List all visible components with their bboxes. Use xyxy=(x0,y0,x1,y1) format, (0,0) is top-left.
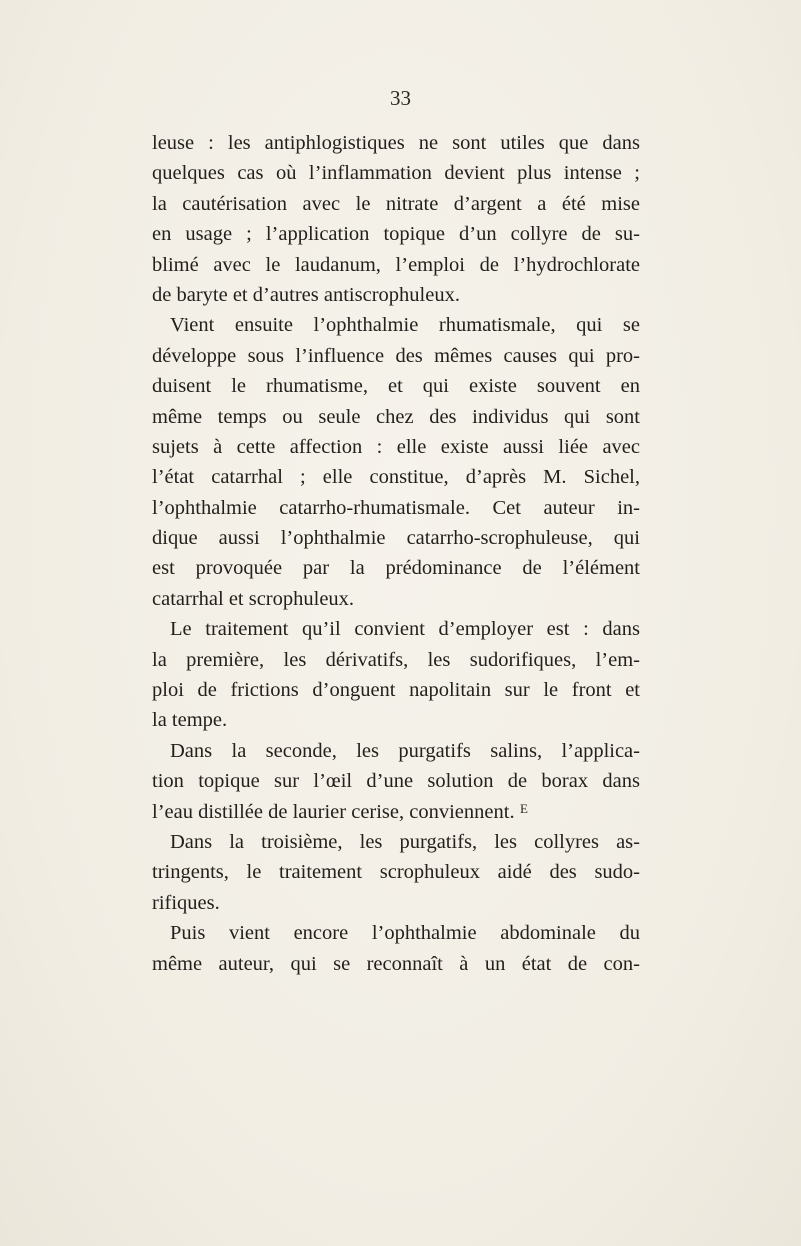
text-line: blimé avec le laudanum, l’emploi de l’hydrochlorate xyxy=(152,253,640,276)
text-line: leuse : les antiphlogistiques ne sont utiles que dans xyxy=(152,132,640,154)
text-line: même auteur, qui se reconnaît à un état de con- xyxy=(152,952,640,975)
body-text xyxy=(152,128,640,979)
text-line: duisent le rhumatisme, et qui existe souvent en xyxy=(152,375,640,398)
text-line: développe sous l’influence des mêmes causes qui pro- xyxy=(152,344,640,367)
text-line: la première, les dérivatifs, les sudorifiques, l’em- xyxy=(152,648,640,671)
text-line: Puis vient encore l’ophthalmie abdominale du xyxy=(170,922,640,945)
text-line: Le traitement qu’il convient d’employer est : dans xyxy=(170,618,640,641)
text-line: de baryte et d’autres antiscrophuleux. xyxy=(152,283,460,306)
text-line: rifiques. xyxy=(152,891,220,914)
text-line: ploi de frictions d’onguent napolitain sur le front et xyxy=(152,679,640,702)
page-number: 33 xyxy=(390,86,411,110)
text-line: l’état catarrhal ; elle constitue, d’après M. Sichel, xyxy=(152,466,640,489)
text-line: catarrhal et scrophuleux. xyxy=(152,587,355,610)
text-line: l’ophthalmie catarrho-rhumatismale. Cet auteur in- xyxy=(152,496,640,519)
text-line: tion topique sur l’œil d’une solution de borax dans xyxy=(152,770,640,793)
text-line: quelques cas où l’inflammation devient plus intense ; xyxy=(152,162,640,185)
signature-mark: E xyxy=(520,801,529,816)
text-line: l’eau distillée de laurier cerise, conviennent. xyxy=(152,800,515,823)
text-line: dique aussi l’ophthalmie catarrho-scrophuleuse, qui xyxy=(152,527,640,550)
text-line: est provoquée par la prédominance de l’élément xyxy=(152,557,640,580)
text-line: en usage ; l’application topique d’un collyre de su- xyxy=(152,223,640,246)
text-line: la tempe. xyxy=(152,709,228,732)
text-line: Vient ensuite l’ophthalmie rhumatismale, qui se xyxy=(170,314,640,337)
text-line: même temps ou seule chez des individus qui sont xyxy=(152,405,640,428)
text-line: tringents, le traitement scrophuleux aidé des sudo- xyxy=(152,861,640,884)
text-line: sujets à cette affection : elle existe aussi liée avec xyxy=(152,435,640,458)
text-line: Dans la troisième, les purgatifs, les collyres as- xyxy=(170,830,640,853)
text-line: la cautérisation avec le nitrate d’argent a été mise xyxy=(152,192,640,215)
text-line: Dans la seconde, les purgatifs salins, l’applica- xyxy=(170,739,640,762)
